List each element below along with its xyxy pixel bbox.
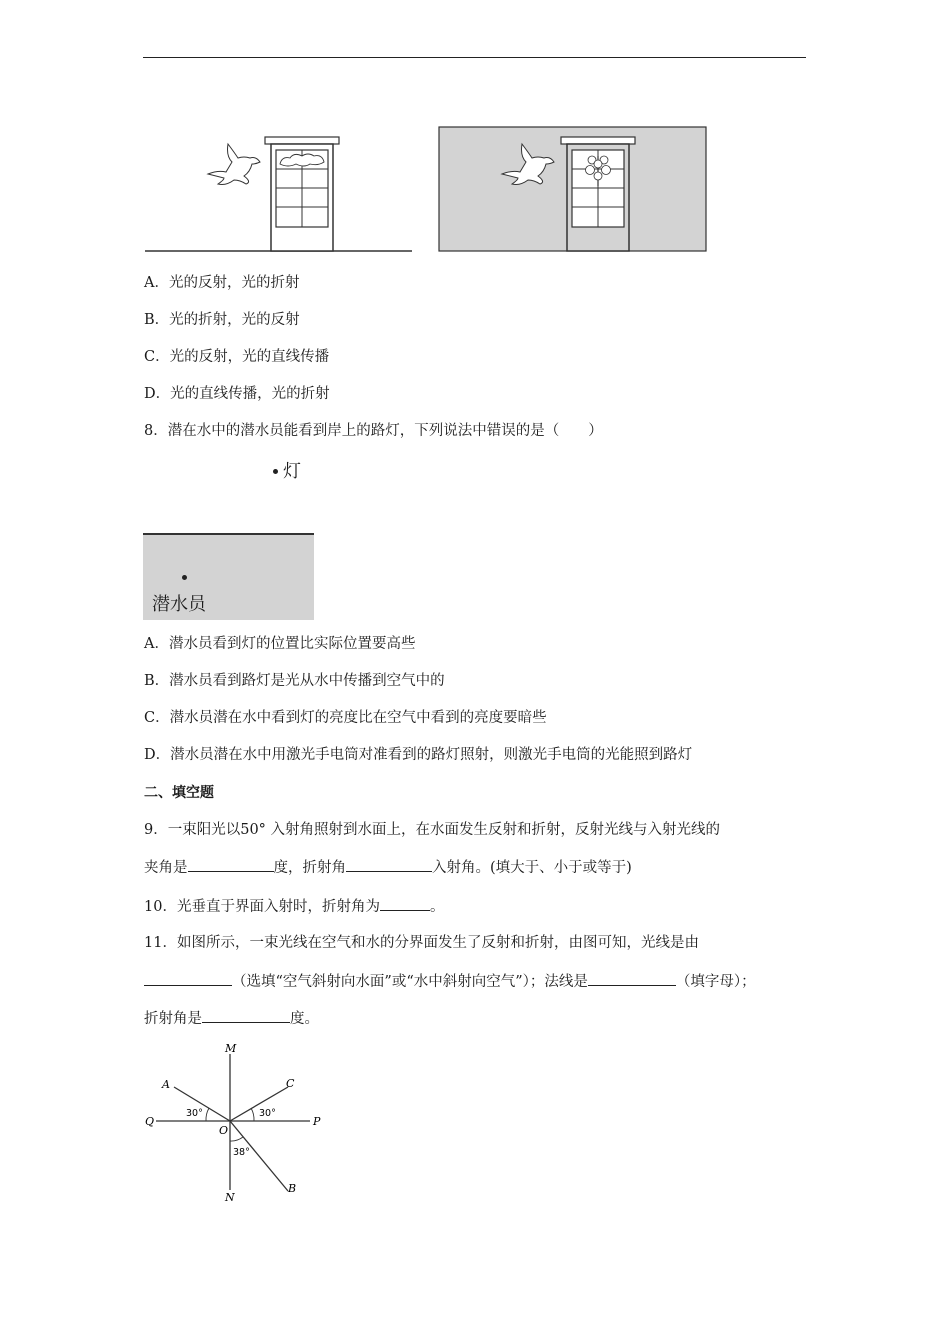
q8-stem: 8．潜在水中的潜水员能看到岸上的路灯，下列说法中错误的是（ ）: [144, 423, 603, 439]
q11-diagram: [140, 1040, 340, 1210]
scene-outdoor: [145, 137, 412, 251]
label-p: P: [313, 1115, 321, 1128]
q7-option-b: B．光的折射，光的反射: [144, 312, 300, 328]
q8-figure: [143, 455, 315, 620]
q11-line2: （选填“空气斜射向水面”或“水中斜射向空气”）；法线是 （填字母）；: [144, 971, 756, 992]
q7-option-a: A．光的反射，光的折射: [144, 275, 300, 291]
q8-option-a: A．潜水员看到灯的位置比实际位置要高些: [144, 636, 416, 652]
section-title: 二、填空题: [144, 785, 214, 801]
q9-line2: 夹角是 度，折射角 入射角。(填大于、小于或等于): [144, 857, 632, 878]
q9-line1: 9．一束阳光以50° 入射角照射到水面上，在水面发生反射和折射，反射光线与入射光线的: [144, 822, 721, 838]
q7-option-d: D．光的直线传播，光的折射: [144, 386, 330, 402]
header-rule: [143, 57, 806, 58]
label-o: O: [219, 1124, 229, 1137]
label-m: M: [225, 1042, 237, 1055]
angle-bottom-label: 38°: [233, 1147, 250, 1158]
q10-blank[interactable]: [380, 896, 430, 911]
q11-line1: 11．如图所示，一束光线在空气和水的分界面发生了反射和折射，由图可知，光线是由: [144, 935, 699, 951]
q10: 10．光垂直于界面入射时，折射角为 。: [144, 896, 444, 917]
diver-label: 潜水员: [152, 594, 206, 615]
label-a: A: [162, 1078, 170, 1091]
label-c: C: [286, 1077, 295, 1090]
bird-icon: [208, 144, 260, 185]
q11-blank-2[interactable]: [588, 971, 676, 986]
label-n: N: [225, 1191, 235, 1204]
label-q: Q: [145, 1115, 155, 1128]
lamp-dot: [273, 469, 278, 474]
q11-line3: 折射角是 度。: [144, 1008, 319, 1029]
diver-dot: [182, 575, 187, 580]
angle-left-label: 30°: [186, 1108, 203, 1119]
q8-option-b: B．潜水员看到路灯是光从水中传播到空气中的: [144, 673, 445, 689]
q8-option-c: C．潜水员潜在水中看到灯的亮度比在空气中看到的亮度要暗些: [144, 710, 547, 726]
q11-blank-1[interactable]: [144, 971, 232, 986]
lamp-label: 灯: [283, 461, 301, 482]
q11-blank-3[interactable]: [202, 1008, 290, 1023]
label-b: B: [288, 1182, 297, 1195]
scene-indoor: [439, 127, 706, 251]
angle-right-label: 30°: [259, 1108, 276, 1119]
q9-blank-1[interactable]: [188, 857, 274, 872]
q8-option-d: D．潜水员潜在水中用激光手电筒对准看到的路灯照射，则激光手电筒的光能照到路灯: [144, 747, 693, 763]
q7-figure: [140, 120, 720, 260]
q7-option-c: C．光的反射，光的直线传播: [144, 349, 330, 365]
q9-blank-2[interactable]: [346, 857, 432, 872]
